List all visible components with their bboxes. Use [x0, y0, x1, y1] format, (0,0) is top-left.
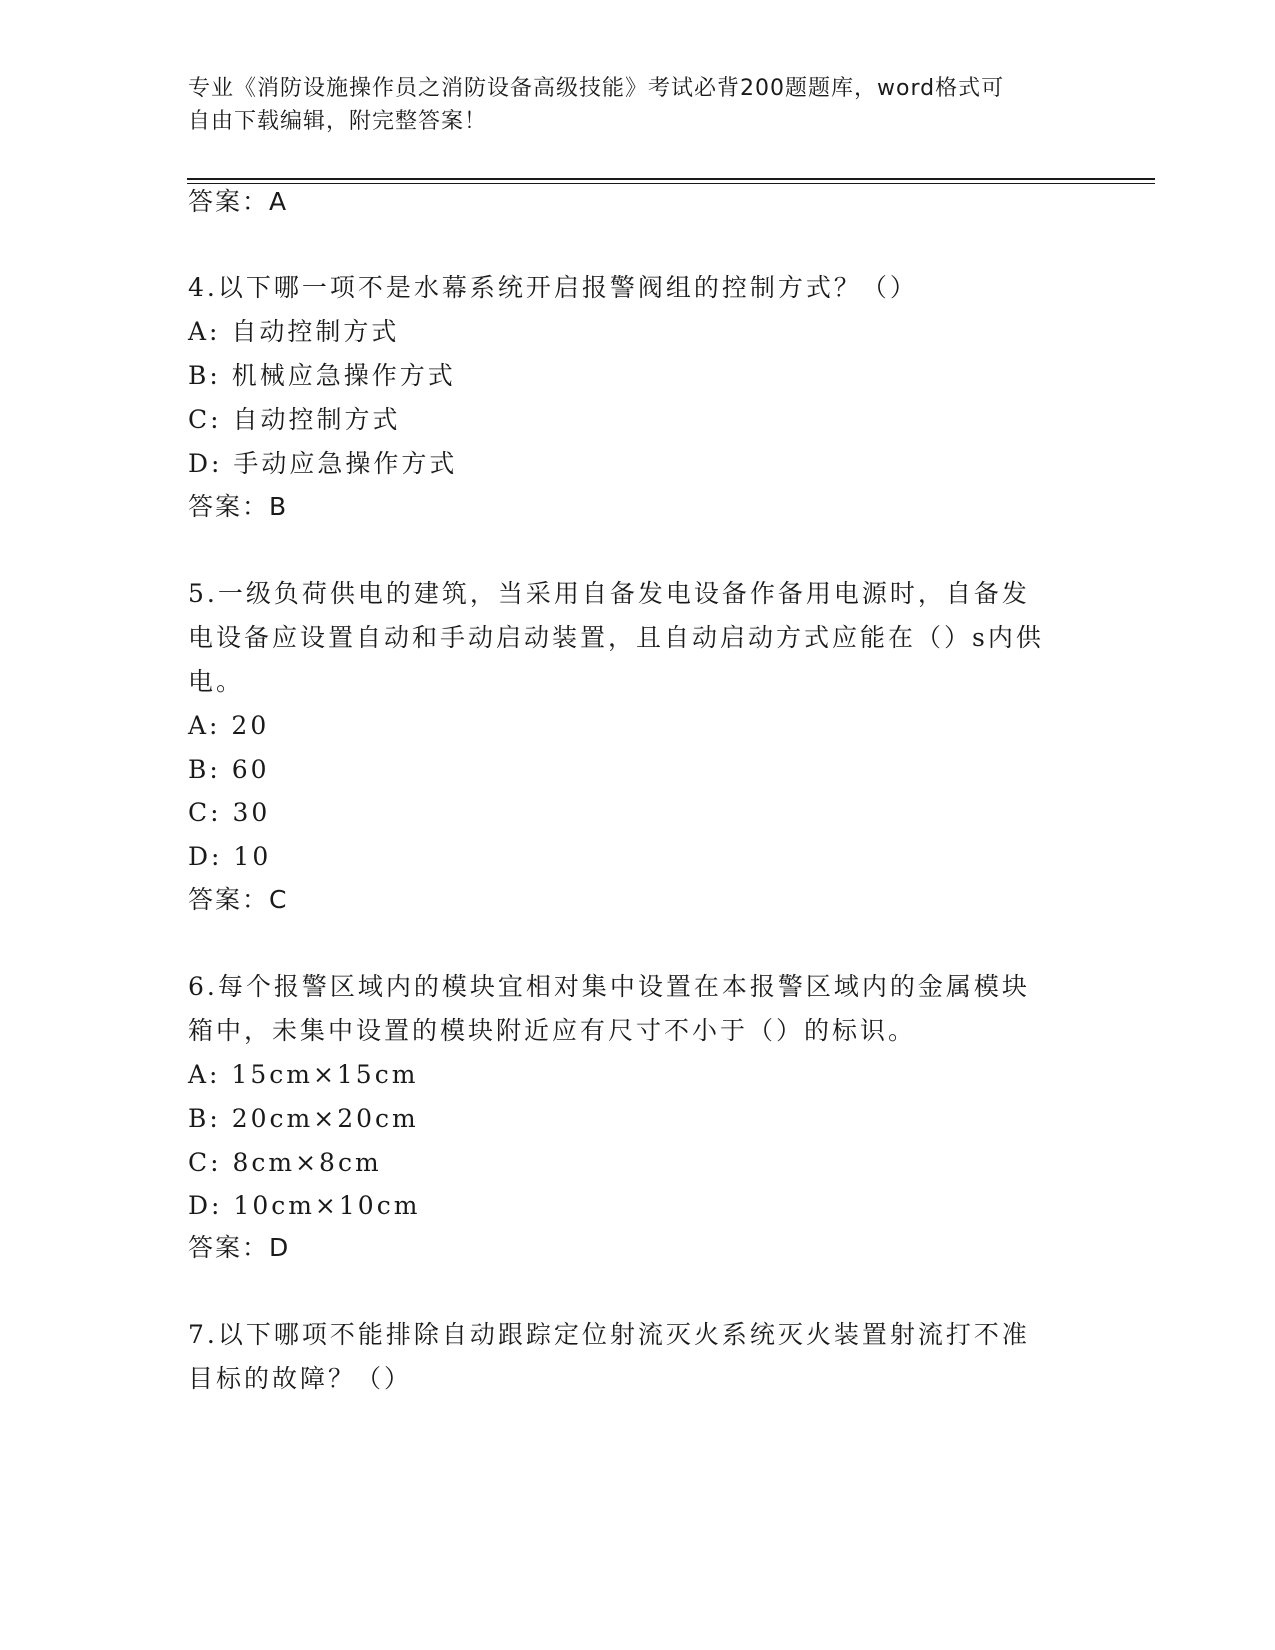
question-stem: 电。	[188, 667, 245, 696]
question-stem: 5.一级负荷供电的建筑，当采用自备发电设备作备用电源时，自备发	[188, 579, 1030, 608]
option-c: C: 8cm×8cm	[188, 1148, 382, 1177]
header-line-1: 专业《消防设施操作员之消防设备高级技能》考试必背200题题库，word格式可	[188, 76, 1005, 101]
option-c: C: 30	[188, 798, 271, 827]
header-divider-thick	[187, 178, 1155, 180]
question-stem: 电设备应设置自动和手动启动装置，且自动启动方式应能在（）s内供	[188, 623, 1044, 652]
option-d: D: 手动应急操作方式	[188, 449, 458, 478]
document-header	[188, 72, 1088, 138]
answer-label: 答案：C	[188, 885, 289, 914]
header-divider-thin	[187, 183, 1155, 184]
header-line-2: 自由下载编辑，附完整答案！	[188, 109, 488, 134]
question-stem: 箱中，未集中设置的模块附近应有尺寸不小于（）的标识。	[188, 1016, 917, 1045]
answer-label: 答案：B	[188, 492, 289, 521]
answer-label: 答案：D	[188, 1233, 291, 1262]
question-stem: 4.以下哪一项不是水幕系统开启报警阀组的控制方式？（）	[188, 273, 918, 302]
option-d: D: 10cm×10cm	[188, 1191, 421, 1220]
option-d: D: 10	[188, 842, 272, 871]
question-stem: 6.每个报警区域内的模块宜相对集中设置在本报警区域内的金属模块	[188, 972, 1030, 1001]
option-b: B: 机械应急操作方式	[188, 361, 456, 390]
option-a: A: 20	[188, 711, 270, 740]
option-b: B: 20cm×20cm	[188, 1104, 419, 1133]
option-a: A: 自动控制方式	[188, 317, 400, 346]
option-c: C: 自动控制方式	[188, 405, 401, 434]
answer-label: 答案：A	[188, 187, 289, 216]
option-b: B: 60	[188, 755, 270, 784]
question-stem: 目标的故障？（）	[188, 1364, 413, 1393]
option-a: A: 15cm×15cm	[188, 1060, 419, 1089]
question-stem: 7.以下哪项不能排除自动跟踪定位射流灭火系统灭火装置射流打不准	[188, 1320, 1030, 1349]
